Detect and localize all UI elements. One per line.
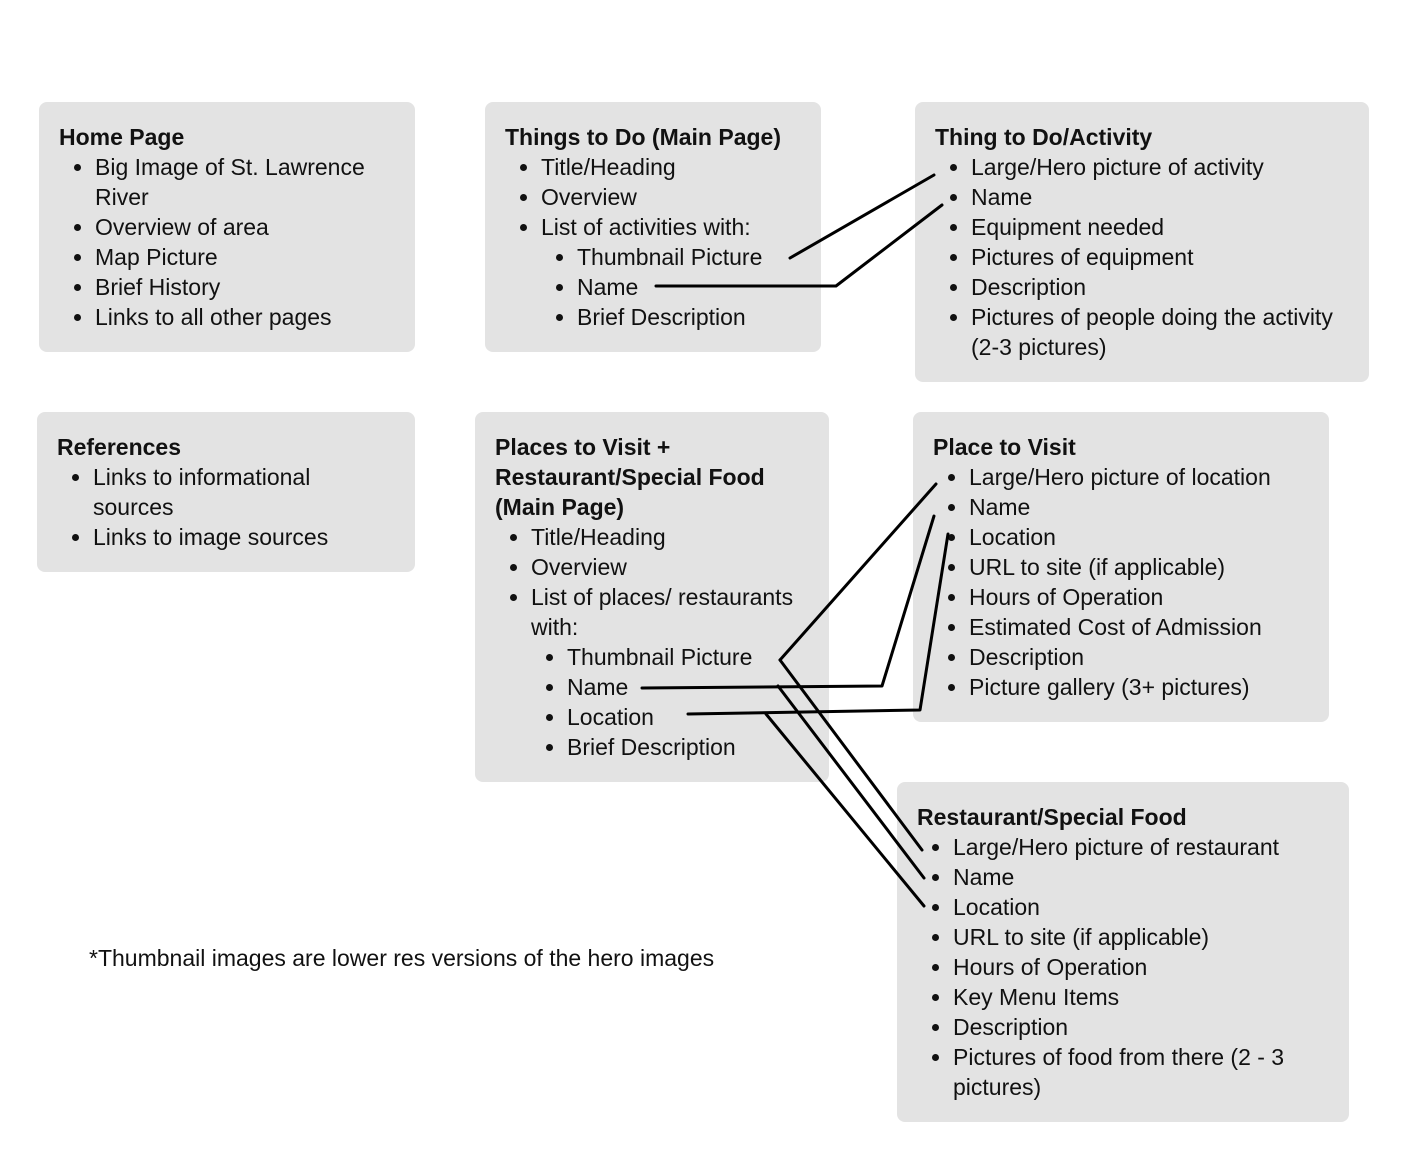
sub-list-item: • Name xyxy=(567,672,809,702)
card-title: Places to Visit + Restaurant/Special Food (Main Page) xyxy=(495,434,765,520)
list-item: • URL to site (if applicable) xyxy=(953,922,1329,952)
sub-list-item: • Location xyxy=(567,702,809,732)
list-item: • Description xyxy=(971,272,1349,302)
restaurant-card xyxy=(897,782,1349,1122)
list-item: • Location xyxy=(953,892,1329,922)
list-item: • Large/Hero picture of location xyxy=(969,462,1309,492)
list-item-label: List of activities with: xyxy=(541,214,751,240)
card-title: Home Page xyxy=(59,124,185,150)
list-item: • Large/Hero picture of activity xyxy=(971,152,1349,182)
list-item: • Links to image sources xyxy=(93,522,395,552)
list-item: • Location xyxy=(969,522,1309,552)
sub-list-item: • Brief Description xyxy=(577,302,801,332)
list-item: • Description xyxy=(953,1012,1329,1042)
list-item: • Brief History xyxy=(95,272,395,302)
list-item: • Overview xyxy=(541,182,801,212)
list-item: • URL to site (if applicable) xyxy=(969,552,1309,582)
list-item: • Big Image of St. Lawrence River xyxy=(95,152,395,212)
list-item: • Description xyxy=(969,642,1309,672)
list-item: • Large/Hero picture of restaurant xyxy=(953,832,1329,862)
place-to-visit-card xyxy=(913,412,1329,722)
list-item: • Title/Heading xyxy=(531,522,809,552)
sub-list-item: • Brief Description xyxy=(567,732,809,762)
list-item: • Name xyxy=(971,182,1349,212)
list-item: • Overview of area xyxy=(95,212,395,242)
activity-card xyxy=(915,102,1369,382)
list-item: • Picture gallery (3+ pictures) xyxy=(969,672,1309,702)
list-item: • Name xyxy=(969,492,1309,522)
list-item: • Links to all other pages xyxy=(95,302,395,332)
list-item: • Pictures of equipment xyxy=(971,242,1349,272)
sub-list-item: • Name xyxy=(577,272,801,302)
list-item xyxy=(531,582,809,762)
home-page-card xyxy=(39,102,415,352)
card-title: Restaurant/Special Food xyxy=(917,804,1187,830)
list-item: • Pictures of people doing the activity (2-3 pictures) xyxy=(971,302,1349,362)
list-item: • Map Picture xyxy=(95,242,395,272)
sub-list-item: • Thumbnail Picture xyxy=(567,642,809,672)
list-item: • Estimated Cost of Admission xyxy=(969,612,1309,642)
list-item: • Hours of Operation xyxy=(953,952,1329,982)
sub-list-item: • Thumbnail Picture xyxy=(577,242,801,272)
list-item: • Title/Heading xyxy=(541,152,801,182)
list-item: • Links to informational sources xyxy=(93,462,395,522)
list-item: • Hours of Operation xyxy=(969,582,1309,612)
list-item: • Name xyxy=(953,862,1329,892)
places-to-visit-card xyxy=(475,412,829,782)
card-title: References xyxy=(57,434,182,460)
list-item: • Key Menu Items xyxy=(953,982,1329,1012)
footnote: *Thumbnail images are lower res versions of the hero images xyxy=(89,945,715,971)
list-item xyxy=(541,212,801,332)
things-to-do-card xyxy=(485,102,821,352)
list-item-label: List of places/ restaurants with: xyxy=(531,584,794,640)
card-title: Place to Visit xyxy=(933,434,1076,460)
card-title: Thing to Do/Activity xyxy=(935,124,1153,150)
list-item: • Equipment needed xyxy=(971,212,1349,242)
list-item: • Overview xyxy=(531,552,809,582)
references-card xyxy=(37,412,415,572)
list-item: • Pictures of food from there (2 - 3 pictures) xyxy=(953,1042,1329,1102)
card-title: Things to Do (Main Page) xyxy=(505,124,781,150)
